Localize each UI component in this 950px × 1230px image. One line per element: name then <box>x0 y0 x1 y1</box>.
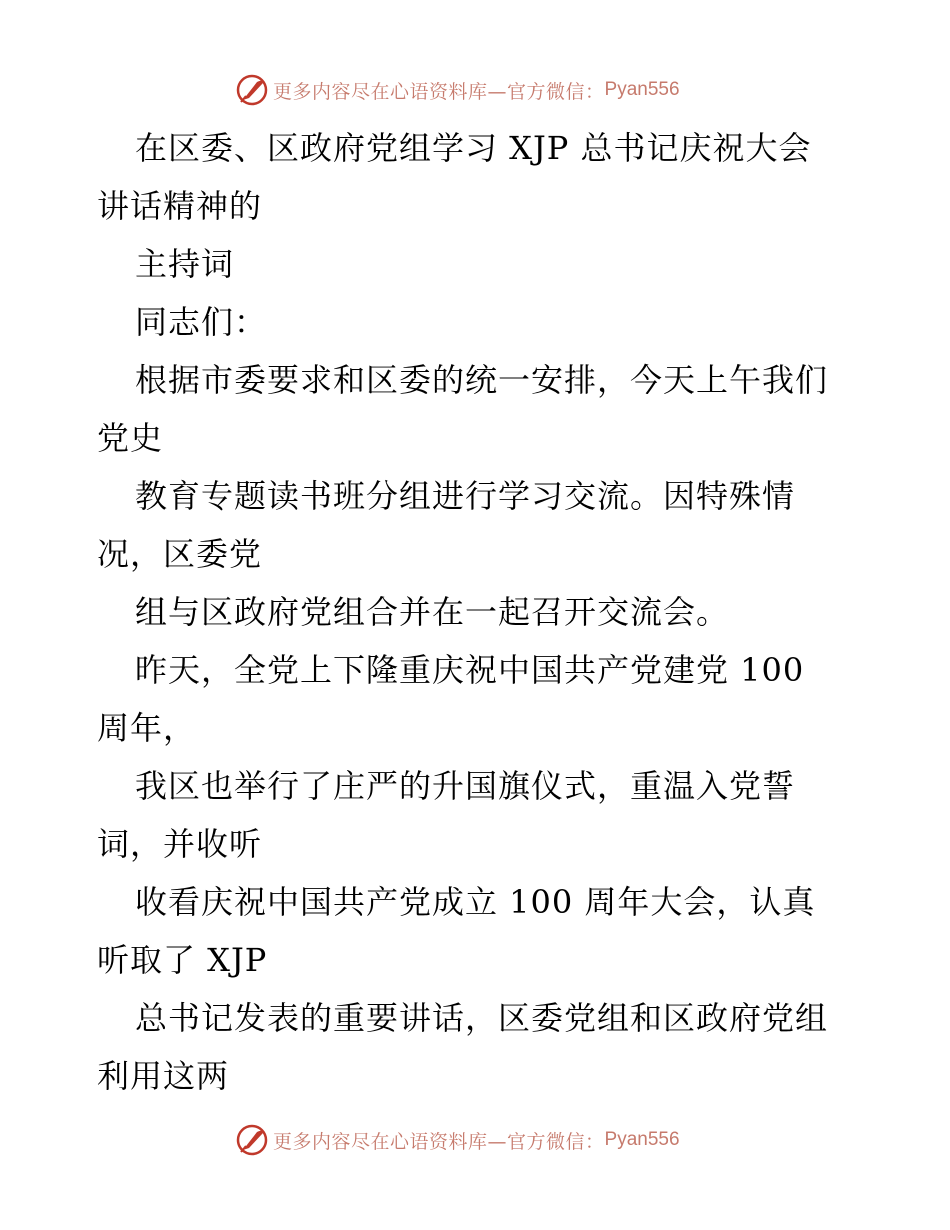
watermark-wechat-id: Pyan556 <box>604 79 680 100</box>
watermark-text: 更多内容尽在心语资料库—官方微信： <box>273 80 605 103</box>
watermark-text: 更多内容尽在心语资料库—官方微信： <box>273 1130 605 1153</box>
doc-line: 组与区政府党组合并在一起召开交流会。 <box>135 593 730 631</box>
doc-line: 利用这两 <box>97 1057 230 1095</box>
doc-line: 根据市委要求和区委的统一安排，今天上午我们 <box>135 361 829 399</box>
doc-line: 在区委、区政府党组学习 XJP 总书记庆祝大会 <box>135 129 812 167</box>
doc-line: 党史 <box>97 419 164 457</box>
doc-line: 词，并收听 <box>97 825 263 863</box>
doc-line: 主持词 <box>135 245 235 283</box>
watermark-footer <box>235 1122 680 1158</box>
doc-line: 同志们： <box>135 303 268 341</box>
doc-line: 我区也举行了庄严的升国旗仪式，重温入党誓 <box>135 767 796 805</box>
doc-line: 周年， <box>97 709 197 747</box>
doc-line: 况，区委党 <box>97 535 263 573</box>
watermark-wechat-id: Pyan556 <box>604 1129 680 1150</box>
quill-logo-icon <box>235 1123 269 1157</box>
doc-line: 教育专题读书班分组进行学习交流。因特殊情 <box>135 477 796 515</box>
quill-logo-icon <box>235 73 269 107</box>
watermark-header <box>235 72 680 108</box>
doc-line: 听取了 XJP <box>97 941 268 979</box>
doc-line: 讲话精神的 <box>97 187 263 225</box>
doc-line: 收看庆祝中国共产党成立 100 周年大会，认真 <box>135 883 816 921</box>
doc-line: 总书记发表的重要讲话，区委党组和区政府党组 <box>135 999 829 1037</box>
doc-line: 昨天，全党上下隆重庆祝中国共产党建党 100 <box>135 651 805 689</box>
